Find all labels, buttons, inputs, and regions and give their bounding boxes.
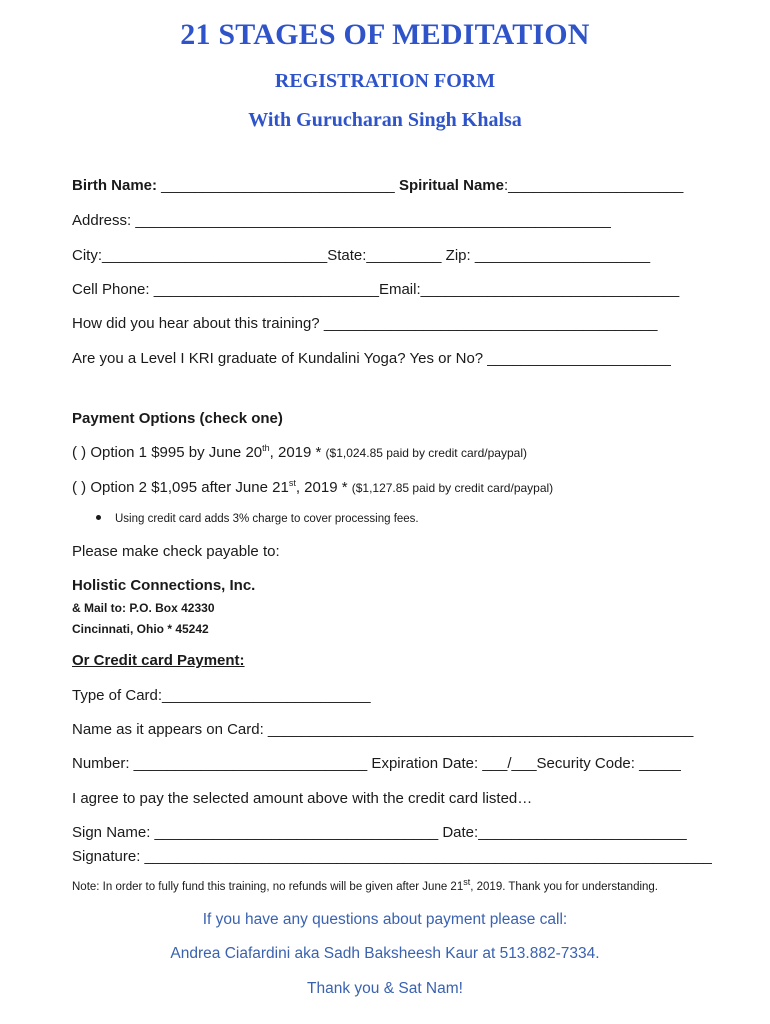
signature-field[interactable]: Signature: ____________________________________________________________________ <box>72 848 712 865</box>
spiritual-name-label: Spiritual Name <box>398 177 504 194</box>
refund-note-sup: st <box>463 877 471 888</box>
option-2-note: ($1,127.85 paid by credit card/paypal) <box>351 481 554 495</box>
instructor-line: With Gurucharan Singh Khalsa <box>248 109 522 131</box>
refund-note-end: , 2019. Thank you for understanding. <box>470 881 659 893</box>
fee-note: Using credit card adds 3% charge to cover processing fees. <box>115 513 419 525</box>
option-1-sup: th <box>262 443 270 453</box>
card-type-field[interactable]: Type of Card:_________________________ <box>72 687 371 704</box>
refund-note-start: Note: In order to fully fund this training, no refunds will be given after June 21 <box>72 881 464 893</box>
birth-name-field[interactable]: ____________________________ <box>157 177 399 194</box>
refund-note <box>72 877 659 893</box>
card-number-expiry-cvv-field[interactable]: Number: ____________________________ Expiration Date: ___/___Security Code: _____ <box>72 755 681 772</box>
questions-text: If you have any questions about payment please call: <box>202 911 568 928</box>
check-payable-text: Please make check payable to: <box>72 543 280 560</box>
spiritual-name-field[interactable]: :_____________________ <box>503 177 684 194</box>
thanks-text: Thank you & Sat Nam! <box>307 980 463 997</box>
address-field[interactable]: Address: _________________________________________________________ <box>72 212 611 229</box>
payment-option-1[interactable] <box>72 444 527 461</box>
birth-name-label: Birth Name: <box>72 177 158 194</box>
form-title: 21 STAGES OF MEDITATION <box>180 18 590 51</box>
mail-city-zip: Cincinnati, Ohio * 45242 <box>72 622 209 636</box>
kri-graduate-field[interactable]: Are you a Level I KRI graduate of Kundalini Yoga? Yes or No? ______________________ <box>72 350 671 367</box>
org-name: Holistic Connections, Inc. <box>72 577 256 594</box>
city-state-zip-field[interactable]: City:___________________________State:_________ Zip: _____________________ <box>72 247 651 264</box>
sign-name-date-field[interactable]: Sign Name: __________________________________ Date:_________________________ <box>72 824 687 841</box>
credit-card-fee-bullet <box>96 513 419 525</box>
option-1-tail: , 2019 * <box>269 444 326 461</box>
agree-statement: I agree to pay the selected amount above with the credit card listed… <box>72 790 533 807</box>
birth-spiritual-name-row <box>72 177 683 194</box>
phone-email-field[interactable]: Cell Phone: ___________________________Email:_______________________________ <box>72 281 680 298</box>
option-2-label: ( ) Option 2 $1,095 after June 21 <box>72 479 289 496</box>
option-1-note: ($1,024.85 paid by credit card/paypal) <box>325 446 527 460</box>
mail-to-address: & Mail to: P.O. Box 42330 <box>72 601 215 615</box>
option-2-sup: st <box>288 478 296 488</box>
bullet-dot-icon <box>96 515 101 520</box>
payment-option-2[interactable] <box>72 479 553 496</box>
heard-about-field[interactable]: How did you hear about this training? ________________________________________ <box>72 315 658 332</box>
option-1-label: ( ) Option 1 $995 by June 20 <box>72 444 263 461</box>
name-on-card-field[interactable]: Name as it appears on Card: ___________________________________________________ <box>72 721 694 738</box>
payment-options-heading: Payment Options (check one) <box>72 410 283 427</box>
option-2-tail: , 2019 * <box>295 479 352 496</box>
contact-text: Andrea Ciafardini aka Sadh Baksheesh Kaur at 513.882-7334. <box>170 945 600 962</box>
credit-card-heading: Or Credit card Payment: <box>72 652 245 669</box>
form-subtitle: REGISTRATION FORM <box>274 70 496 92</box>
